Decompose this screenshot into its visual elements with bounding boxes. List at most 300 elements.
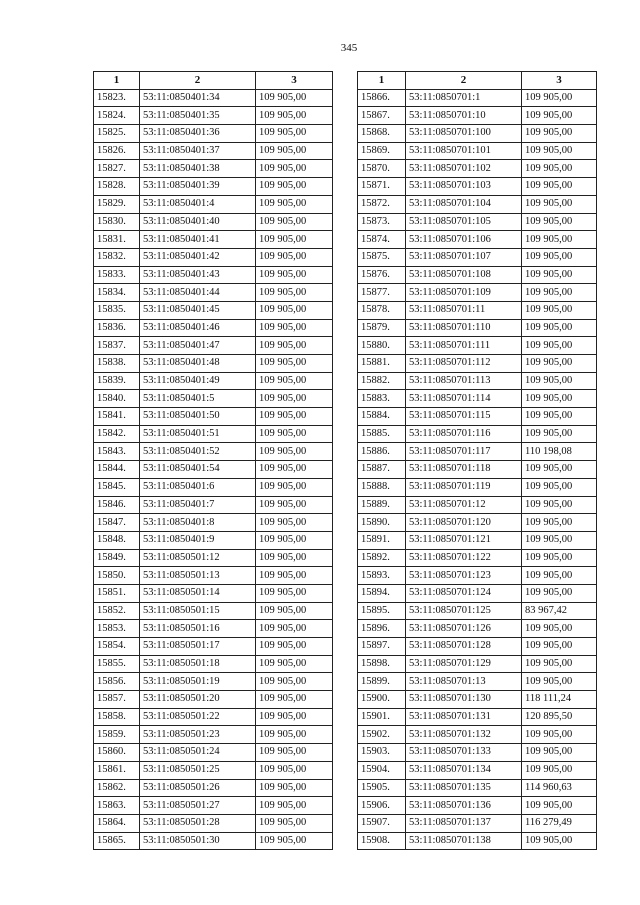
table-row (94, 478, 333, 496)
cadastral-value: 83 967,42 (522, 602, 597, 620)
cadastral-id: 53:11:0850501:17 (140, 638, 256, 656)
cadastral-id: 53:11:0850701:121 (406, 531, 522, 549)
table-row (94, 355, 333, 373)
table-row (94, 248, 333, 266)
cadastral-id: 53:11:0850701:10 (406, 107, 522, 125)
cadastral-id: 53:11:0850701:115 (406, 408, 522, 426)
row-number: 15872. (358, 195, 406, 213)
cadastral-value: 109 905,00 (522, 107, 597, 125)
row-number: 15855. (94, 655, 140, 673)
row-number: 15825. (94, 125, 140, 143)
cadastral-id: 53:11:0850701:130 (406, 691, 522, 709)
table-row (94, 178, 333, 196)
cadastral-id: 53:11:0850501:25 (140, 761, 256, 779)
table-row (358, 673, 597, 691)
page-number: 345 (340, 42, 358, 54)
cadastral-id: 53:11:0850401:40 (140, 213, 256, 231)
cadastral-value: 109 905,00 (522, 125, 597, 143)
cadastral-id: 53:11:0850701:116 (406, 425, 522, 443)
cadastral-id: 53:11:0850501:26 (140, 779, 256, 797)
row-number: 15862. (94, 779, 140, 797)
row-number: 15850. (94, 567, 140, 585)
table-header-row (358, 72, 597, 90)
cadastral-value: 109 905,00 (522, 461, 597, 479)
table-row (358, 496, 597, 514)
cadastral-id: 53:11:0850501:16 (140, 620, 256, 638)
row-number: 15845. (94, 478, 140, 496)
table-row (358, 744, 597, 762)
row-number: 15883. (358, 390, 406, 408)
cadastral-value: 118 111,24 (522, 691, 597, 709)
table-row (94, 284, 333, 302)
table-row (94, 266, 333, 284)
cadastral-value: 109 905,00 (256, 814, 333, 832)
table-row (94, 638, 333, 656)
row-number: 15888. (358, 478, 406, 496)
cadastral-id: 53:11:0850401:50 (140, 408, 256, 426)
cadastral-id: 53:11:0850701:135 (406, 779, 522, 797)
cadastral-value: 109 905,00 (256, 425, 333, 443)
row-number: 15892. (358, 549, 406, 567)
table-row (358, 620, 597, 638)
cadastral-value: 109 905,00 (256, 89, 333, 107)
column-header-number: 1 (94, 72, 140, 90)
table-row (94, 514, 333, 532)
table-row (358, 814, 597, 832)
table-row (358, 107, 597, 125)
cadastral-id: 53:11:0850701:102 (406, 160, 522, 178)
cadastral-id: 53:11:0850701:106 (406, 231, 522, 249)
cadastral-value: 109 905,00 (522, 89, 597, 107)
table-row (94, 691, 333, 709)
cadastral-value: 109 905,00 (256, 301, 333, 319)
row-number: 15849. (94, 549, 140, 567)
table-row (358, 425, 597, 443)
cadastral-id: 53:11:0850401:8 (140, 514, 256, 532)
table-row (358, 726, 597, 744)
registry-table-left (93, 71, 333, 850)
table-row (358, 797, 597, 815)
registry-table-right (357, 71, 597, 850)
cadastral-id: 53:11:0850401:44 (140, 284, 256, 302)
cadastral-id: 53:11:0850401:48 (140, 355, 256, 373)
row-number: 15830. (94, 213, 140, 231)
row-number: 15900. (358, 691, 406, 709)
table-row (358, 478, 597, 496)
table-row (358, 567, 597, 585)
cadastral-value: 109 905,00 (256, 107, 333, 125)
table-row (94, 443, 333, 461)
row-number: 15871. (358, 178, 406, 196)
table-row (358, 372, 597, 390)
cadastral-value: 120 895,50 (522, 708, 597, 726)
cadastral-id: 53:11:0850501:14 (140, 584, 256, 602)
cadastral-value: 109 905,00 (256, 514, 333, 532)
row-number: 15885. (358, 425, 406, 443)
cadastral-value: 109 905,00 (522, 266, 597, 284)
cadastral-value: 109 905,00 (256, 213, 333, 231)
table-row (94, 160, 333, 178)
table-row (358, 408, 597, 426)
table-row (358, 301, 597, 319)
cadastral-id: 53:11:0850401:39 (140, 178, 256, 196)
cadastral-value: 109 905,00 (522, 584, 597, 602)
cadastral-id: 53:11:0850401:41 (140, 231, 256, 249)
cadastral-id: 53:11:0850701:12 (406, 496, 522, 514)
table-row (94, 107, 333, 125)
table-row (358, 549, 597, 567)
table-row (358, 355, 597, 373)
table-row (358, 266, 597, 284)
cadastral-id: 53:11:0850701:11 (406, 301, 522, 319)
cadastral-id: 53:11:0850701:124 (406, 584, 522, 602)
row-number: 15841. (94, 408, 140, 426)
cadastral-value: 109 905,00 (522, 797, 597, 815)
row-number: 15869. (358, 142, 406, 160)
cadastral-value: 109 905,00 (522, 231, 597, 249)
cadastral-value: 109 905,00 (522, 761, 597, 779)
cadastral-id: 53:11:0850401:38 (140, 160, 256, 178)
cadastral-id: 53:11:0850701:13 (406, 673, 522, 691)
cadastral-value: 109 905,00 (256, 797, 333, 815)
table-row (358, 178, 597, 196)
cadastral-id: 53:11:0850701:109 (406, 284, 522, 302)
cadastral-id: 53:11:0850701:129 (406, 655, 522, 673)
cadastral-id: 53:11:0850401:37 (140, 142, 256, 160)
table-row (358, 231, 597, 249)
row-number: 15840. (94, 390, 140, 408)
cadastral-id: 53:11:0850701:112 (406, 355, 522, 373)
cadastral-id: 53:11:0850701:104 (406, 195, 522, 213)
cadastral-value: 109 905,00 (522, 248, 597, 266)
row-number: 15833. (94, 266, 140, 284)
row-number: 15866. (358, 89, 406, 107)
row-number: 15835. (94, 301, 140, 319)
cadastral-value: 109 905,00 (256, 372, 333, 390)
cadastral-value: 109 905,00 (256, 584, 333, 602)
cadastral-value: 116 279,49 (522, 814, 597, 832)
cadastral-id: 53:11:0850501:20 (140, 691, 256, 709)
cadastral-value: 109 905,00 (256, 408, 333, 426)
cadastral-id: 53:11:0850401:46 (140, 319, 256, 337)
cadastral-id: 53:11:0850701:103 (406, 178, 522, 196)
cadastral-value: 109 905,00 (256, 142, 333, 160)
table-row (358, 89, 597, 107)
table-row (358, 708, 597, 726)
cadastral-id: 53:11:0850401:49 (140, 372, 256, 390)
table-row (94, 620, 333, 638)
row-number: 15886. (358, 443, 406, 461)
table-row (94, 814, 333, 832)
cadastral-id: 53:11:0850701:134 (406, 761, 522, 779)
row-number: 15843. (94, 443, 140, 461)
row-number: 15854. (94, 638, 140, 656)
cadastral-value: 109 905,00 (256, 284, 333, 302)
cadastral-id: 53:11:0850701:101 (406, 142, 522, 160)
table-row (358, 761, 597, 779)
table-row (94, 337, 333, 355)
cadastral-id: 53:11:0850701:131 (406, 708, 522, 726)
row-number: 15837. (94, 337, 140, 355)
row-number: 15893. (358, 567, 406, 585)
table-row (94, 832, 333, 850)
table-row (358, 602, 597, 620)
row-number: 15864. (94, 814, 140, 832)
row-number: 15823. (94, 89, 140, 107)
table-row (358, 691, 597, 709)
cadastral-value: 109 905,00 (522, 620, 597, 638)
row-number: 15905. (358, 779, 406, 797)
cadastral-value: 109 905,00 (256, 779, 333, 797)
cadastral-value: 109 905,00 (256, 531, 333, 549)
table-row (358, 655, 597, 673)
cadastral-id: 53:11:0850401:5 (140, 390, 256, 408)
row-number: 15860. (94, 744, 140, 762)
table-row (358, 142, 597, 160)
cadastral-value: 109 905,00 (256, 744, 333, 762)
cadastral-value: 109 905,00 (256, 337, 333, 355)
table-row (94, 89, 333, 107)
cadastral-value: 109 905,00 (256, 602, 333, 620)
column-header-number: 1 (358, 72, 406, 90)
row-number: 15887. (358, 461, 406, 479)
table-row (94, 673, 333, 691)
table-row (94, 726, 333, 744)
table-row (358, 125, 597, 143)
cadastral-id: 53:11:0850701:122 (406, 549, 522, 567)
cadastral-id: 53:11:0850501:18 (140, 655, 256, 673)
cadastral-id: 53:11:0850701:133 (406, 744, 522, 762)
row-number: 15852. (94, 602, 140, 620)
cadastral-value: 109 905,00 (522, 372, 597, 390)
row-number: 15842. (94, 425, 140, 443)
row-number: 15824. (94, 107, 140, 125)
cadastral-id: 53:11:0850701:137 (406, 814, 522, 832)
row-number: 15884. (358, 408, 406, 426)
cadastral-id: 53:11:0850701:136 (406, 797, 522, 815)
table-row (94, 425, 333, 443)
table-row (94, 301, 333, 319)
table-row (94, 142, 333, 160)
cadastral-id: 53:11:0850401:35 (140, 107, 256, 125)
table-row (358, 337, 597, 355)
cadastral-id: 53:11:0850501:27 (140, 797, 256, 815)
cadastral-value: 109 905,00 (256, 266, 333, 284)
cadastral-value: 109 905,00 (522, 284, 597, 302)
cadastral-value: 109 905,00 (256, 726, 333, 744)
cadastral-value: 109 905,00 (256, 461, 333, 479)
cadastral-id: 53:11:0850501:30 (140, 832, 256, 850)
row-number: 15874. (358, 231, 406, 249)
row-number: 15838. (94, 355, 140, 373)
cadastral-id: 53:11:0850401:51 (140, 425, 256, 443)
row-number: 15875. (358, 248, 406, 266)
cadastral-id: 53:11:0850401:34 (140, 89, 256, 107)
cadastral-id: 53:11:0850501:15 (140, 602, 256, 620)
row-number: 15836. (94, 319, 140, 337)
table-row (94, 319, 333, 337)
row-number: 15891. (358, 531, 406, 549)
cadastral-id: 53:11:0850701:119 (406, 478, 522, 496)
table-row (358, 779, 597, 797)
table-row (94, 744, 333, 762)
row-number: 15896. (358, 620, 406, 638)
table-row (94, 408, 333, 426)
row-number: 15894. (358, 584, 406, 602)
table-row (94, 761, 333, 779)
table-row (358, 284, 597, 302)
row-number: 15878. (358, 301, 406, 319)
cadastral-value: 109 905,00 (256, 567, 333, 585)
cadastral-id: 53:11:0850501:22 (140, 708, 256, 726)
row-number: 15906. (358, 797, 406, 815)
cadastral-value: 109 905,00 (522, 567, 597, 585)
cadastral-id: 53:11:0850401:9 (140, 531, 256, 549)
cadastral-value: 109 905,00 (522, 337, 597, 355)
cadastral-value: 109 905,00 (522, 160, 597, 178)
table-row (358, 514, 597, 532)
row-number: 15879. (358, 319, 406, 337)
row-number: 15876. (358, 266, 406, 284)
cadastral-id: 53:11:0850701:125 (406, 602, 522, 620)
cadastral-value: 109 905,00 (522, 195, 597, 213)
row-number: 15882. (358, 372, 406, 390)
row-number: 15880. (358, 337, 406, 355)
table-row (94, 549, 333, 567)
row-number: 15844. (94, 461, 140, 479)
row-number: 15904. (358, 761, 406, 779)
row-number: 15848. (94, 531, 140, 549)
cadastral-id: 53:11:0850401:47 (140, 337, 256, 355)
cadastral-value: 109 905,00 (256, 231, 333, 249)
cadastral-value: 109 905,00 (256, 160, 333, 178)
table-header-row (94, 72, 333, 90)
cadastral-id: 53:11:0850401:36 (140, 125, 256, 143)
cadastral-value: 109 905,00 (522, 425, 597, 443)
row-number: 15898. (358, 655, 406, 673)
cadastral-value: 109 905,00 (522, 726, 597, 744)
row-number: 15902. (358, 726, 406, 744)
cadastral-value: 109 905,00 (256, 178, 333, 196)
table-row (94, 602, 333, 620)
cadastral-value: 109 905,00 (256, 478, 333, 496)
row-number: 15846. (94, 496, 140, 514)
cadastral-id: 53:11:0850701:128 (406, 638, 522, 656)
table-row (94, 390, 333, 408)
cadastral-id: 53:11:0850701:113 (406, 372, 522, 390)
cadastral-id: 53:11:0850701:117 (406, 443, 522, 461)
cadastral-id: 53:11:0850501:12 (140, 549, 256, 567)
cadastral-id: 53:11:0850401:54 (140, 461, 256, 479)
cadastral-id: 53:11:0850701:118 (406, 461, 522, 479)
row-number: 15870. (358, 160, 406, 178)
row-number: 15867. (358, 107, 406, 125)
cadastral-value: 109 905,00 (256, 125, 333, 143)
cadastral-id: 53:11:0850401:52 (140, 443, 256, 461)
cadastral-id: 53:11:0850701:107 (406, 248, 522, 266)
table-row (94, 567, 333, 585)
cadastral-value: 109 905,00 (522, 673, 597, 691)
cadastral-id: 53:11:0850701:100 (406, 125, 522, 143)
row-number: 15832. (94, 248, 140, 266)
row-number: 15881. (358, 355, 406, 373)
cadastral-value: 109 905,00 (256, 832, 333, 850)
cadastral-value: 109 905,00 (522, 178, 597, 196)
cadastral-id: 53:11:0850701:1 (406, 89, 522, 107)
cadastral-id: 53:11:0850401:45 (140, 301, 256, 319)
row-number: 15901. (358, 708, 406, 726)
cadastral-value: 109 905,00 (522, 531, 597, 549)
cadastral-value: 109 905,00 (522, 319, 597, 337)
row-number: 15903. (358, 744, 406, 762)
cadastral-value: 109 905,00 (256, 390, 333, 408)
table-row (94, 461, 333, 479)
cadastral-value: 109 905,00 (522, 478, 597, 496)
cadastral-value: 109 905,00 (256, 195, 333, 213)
table-row (358, 443, 597, 461)
row-number: 15847. (94, 514, 140, 532)
cadastral-value: 109 905,00 (522, 142, 597, 160)
table-row (358, 584, 597, 602)
cadastral-id: 53:11:0850501:28 (140, 814, 256, 832)
table-row (94, 372, 333, 390)
cadastral-id: 53:11:0850501:13 (140, 567, 256, 585)
row-number: 15865. (94, 832, 140, 850)
cadastral-value: 109 905,00 (256, 496, 333, 514)
cadastral-value: 109 905,00 (256, 638, 333, 656)
cadastral-value: 109 905,00 (256, 691, 333, 709)
cadastral-value: 109 905,00 (256, 549, 333, 567)
cadastral-value: 109 905,00 (522, 355, 597, 373)
cadastral-value: 109 905,00 (256, 620, 333, 638)
cadastral-id: 53:11:0850401:4 (140, 195, 256, 213)
row-number: 15828. (94, 178, 140, 196)
row-number: 15858. (94, 708, 140, 726)
row-number: 15826. (94, 142, 140, 160)
row-number: 15889. (358, 496, 406, 514)
row-number: 15877. (358, 284, 406, 302)
table-row (358, 160, 597, 178)
table-row (94, 231, 333, 249)
row-number: 15895. (358, 602, 406, 620)
cadastral-value: 109 905,00 (256, 708, 333, 726)
row-number: 15868. (358, 125, 406, 143)
row-number: 15856. (94, 673, 140, 691)
cadastral-id: 53:11:0850701:110 (406, 319, 522, 337)
column-header-cadastral-id: 2 (406, 72, 522, 90)
table-row (94, 708, 333, 726)
cadastral-value: 109 905,00 (256, 655, 333, 673)
table-row (358, 531, 597, 549)
row-number: 15853. (94, 620, 140, 638)
row-number: 15834. (94, 284, 140, 302)
table-row (94, 195, 333, 213)
cadastral-value: 109 905,00 (256, 443, 333, 461)
row-number: 15873. (358, 213, 406, 231)
column-header-value: 3 (256, 72, 333, 90)
cadastral-value: 109 905,00 (522, 301, 597, 319)
row-number: 15907. (358, 814, 406, 832)
cadastral-value: 109 905,00 (522, 638, 597, 656)
row-number: 15897. (358, 638, 406, 656)
cadastral-value: 109 905,00 (522, 390, 597, 408)
row-number: 15890. (358, 514, 406, 532)
cadastral-value: 109 905,00 (522, 832, 597, 850)
cadastral-value: 109 905,00 (256, 761, 333, 779)
table-row (358, 248, 597, 266)
cadastral-id: 53:11:0850701:120 (406, 514, 522, 532)
cadastral-value: 109 905,00 (522, 549, 597, 567)
